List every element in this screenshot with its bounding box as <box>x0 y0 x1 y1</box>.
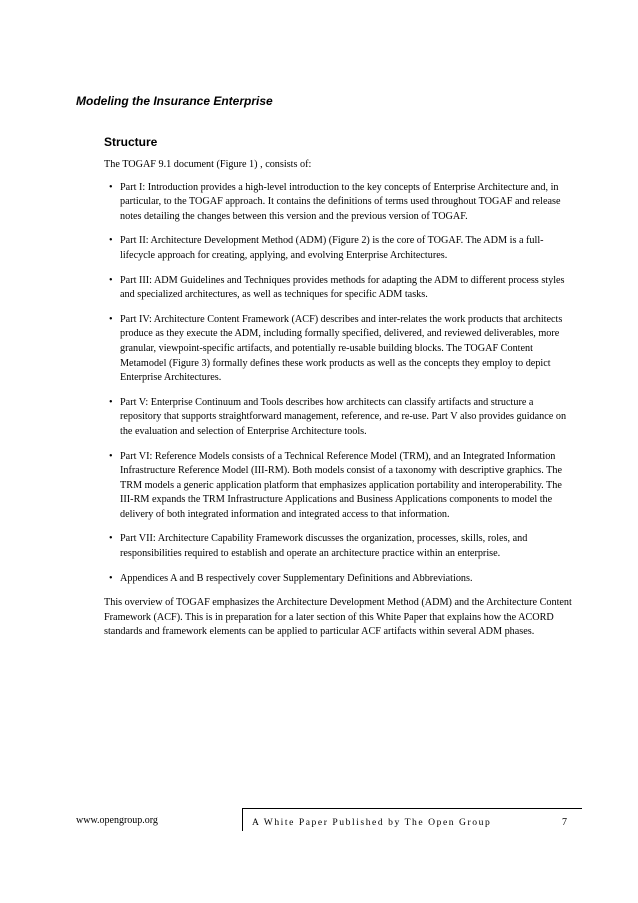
list-item-text: Part VII: Architecture Capability Framework discusses the organization, processes, skills, roles, and responsibilities required to establish and operate an architecture practice within an enterprise. <box>120 533 528 560</box>
list-item-part-4 <box>104 313 572 386</box>
bullet-icon: • <box>109 274 113 286</box>
list-item-part-1 <box>104 181 572 225</box>
list-item-part-7 <box>104 532 572 561</box>
bullet-icon: • <box>109 235 113 247</box>
list-item-part-2 <box>104 234 572 263</box>
list-item-part-6 <box>104 450 572 523</box>
list-item-text: Part II: Architecture Development Method (ADM) (Figure 2) is the core of TOGAF. The ADM is a full-lifecycle approach for creating, applying, and evolving Enterprise Architectures. <box>120 235 544 261</box>
document-heading: Modeling the Insurance Enterprise <box>76 94 273 108</box>
list-item-text: Appendices A and B respectively cover Supplementary Definitions and Abbreviations. <box>120 572 473 584</box>
bullet-icon: • <box>109 450 113 462</box>
footer-banner <box>242 808 582 831</box>
bullet-icon: • <box>109 313 113 325</box>
bullet-icon: • <box>109 181 113 193</box>
list-item-text: Part I: Introduction provides a high-level introduction to the key concepts of Enterprise Architecture and, in particular, to the TOGAF approach. It contains the definitions of terms used throughout TOGAF and release notes detailing the changes between this version and the previous version of TOGAF. <box>120 181 561 222</box>
list-item-part-3 <box>104 274 572 303</box>
page-number: 7 <box>562 817 567 828</box>
bullet-icon: • <box>109 572 113 584</box>
list-item-part-5 <box>104 396 572 440</box>
list-item-text: Part V: Enterprise Continuum and Tools describes how architects can classify artifacts and structure a repository that supports straightforward management, reference, and re-use. Part V also provides guidance on the evaluation and selection of Enterprise Architecture tools. <box>120 396 567 437</box>
closing-paragraph: This overview of TOGAF emphasizes the Architecture Development Method (ADM) and the Architecture Content Framework (ACF). This is in preparation for a later section of this White Paper that explains how the ACORD standards and framework elements can be applied to particular ACF artifacts within several ADM phases. <box>104 597 572 638</box>
list-item-text: Part III: ADM Guidelines and Techniques provides methods for adapting the ADM to different process styles and specialized architectures, as well as techniques for specific ADM tasks. <box>120 274 565 301</box>
list-item-appendices <box>104 572 572 587</box>
footer-tagline: A White Paper Published by The Open Group <box>252 817 492 828</box>
section-intro: The TOGAF 9.1 document (Figure 1) , consists of: <box>104 159 312 170</box>
structure-section <box>104 134 572 640</box>
list-item-text: Part VI: Reference Models consists of a Technical Reference Model (TRM), and an Integrated Information Infrastructure Reference Model (III-RM). Both models consist of a taxonomy with descriptive graphics. The TRM models a generic application platform that emphasizes application portability and interoperability. The III-RM expands the TRM Infrastructure Applications and Business Applications components to model the delivery of both integrated information and integrated access to that information. <box>120 450 562 520</box>
bullet-icon: • <box>109 396 113 408</box>
footer-url: www.opengroup.org <box>76 815 158 826</box>
bullet-icon: • <box>109 533 113 545</box>
section-title: Structure <box>104 135 158 149</box>
parts-list <box>104 181 572 587</box>
list-item-text: Part IV: Architecture Content Framework (ACF) describes and inter-relates the work products that architects produce as they execute the ADM, including formally specified, delivered, and reviewed deliverables, more granular, viewpoint-specific artifacts, and potentially re-usable building blocks. The TOGAF Content Metamodel (Figure 3) formally defines these work products as well as the concepts they employ to depict Enterprise Architectures. <box>120 313 563 384</box>
